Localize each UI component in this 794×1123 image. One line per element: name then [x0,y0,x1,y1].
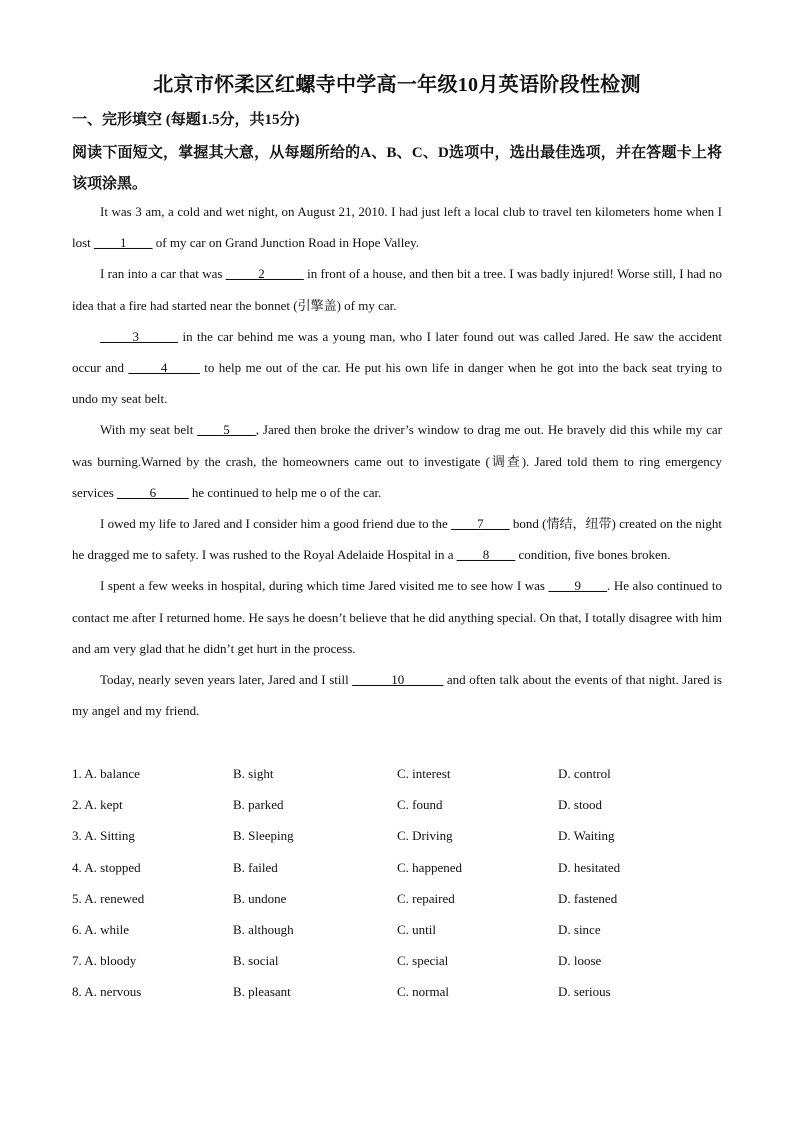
option-c: C. normal [397,984,449,1000]
option-b: B. failed [233,859,278,875]
option-c: C. happened [397,859,462,875]
passage-paragraph [72,414,722,508]
page-title: 北京市怀柔区红螺寺中学高一年级10月英语阶段性检测 [153,74,641,96]
answer-blank: _____6_____ [117,484,189,500]
option-b: B. undone [233,890,287,906]
answer-blank: ______10______ [352,672,444,688]
option-c: C. found [397,797,443,813]
passage-text: in the car behind me was a young man, who I later found out was called Jared. He saw the accident occur and [72,328,722,376]
answer-blank: _____2______ [225,266,304,282]
option-c: C. interest [397,766,451,781]
option-d: D. since [558,921,601,937]
option-a: 4. A. stopped [72,859,141,875]
passage-paragraph [72,664,722,726]
question-row [72,758,722,789]
question-row [72,883,722,914]
passage-text: bond (情结，纽带) created on the night he dragged me to safety. I was rushed to the Royal Adelaide Hospital in a [72,516,722,563]
option-d: D. control [558,766,611,781]
answer-blank: ____9____ [548,578,608,594]
option-b: B. parked [233,797,284,813]
passage-text: I ran into a car that was [100,266,226,282]
answer-blank: ____7____ [451,516,510,532]
option-a: 1. A. balance [72,766,140,781]
option-a: 8. A. nervous [72,984,142,1000]
answer-blank: ____5____ [197,422,256,438]
option-d: D. serious [558,984,611,1000]
passage-text: he continued to help me o of the car. [188,484,382,500]
section-heading: 一、完形填空 (每题1.5分，共15分) [72,112,300,128]
option-b: B. Sleeping [233,828,294,844]
option-a: 3. A. Sitting [72,828,135,844]
passage-text: , Jared then broke the driver’s window to drag me out. He bravely did this while my car was burning.Warned by the crash, the homeowners came out to investigate (调查). Jared told them to ring emergency services [72,422,722,500]
option-a: 2. A. kept [72,797,123,813]
passage-text: and often talk about the events of that night. Jared is my angel and my friend. [72,672,722,719]
option-a: 6. A. while [72,921,130,937]
answer-blank: _____3______ [100,328,178,344]
option-c: C. repaired [397,890,455,906]
question-row [72,914,722,945]
passage-paragraph [72,258,722,320]
option-c: C. Driving [397,828,453,844]
passage-text: to help me out of the car. He put his own life in danger when he got into the back seat trying to undo my seat belt. [72,360,722,407]
option-b: B. although [233,921,294,937]
option-d: D. stood [558,797,603,813]
option-d: D. fastened [558,890,618,906]
passage-text: I owed my life to Jared and I consider him a good friend due to the [100,516,452,532]
passage-text: Today, nearly seven years later, Jared and I still [100,672,353,688]
question-row [72,789,722,820]
passage-paragraph [72,321,722,415]
passage-paragraph [72,508,722,570]
question-row [72,945,722,976]
answer-blank: _____4_____ [128,360,200,376]
passage-text: in front of a house, and then bit a tree. I was badly injured! Worse still, I had no idea that a fire had started near the bonnet (引擎盖) of my car. [72,266,722,313]
option-b: B. sight [233,766,274,781]
passage-text: It was 3 am, a cold and wet night, on August 21, 2010. I had just left a local club to travel ten kilometers home when I lost [72,204,722,251]
answer-options [72,758,722,1008]
passage-text: . He also continued to contact me after I returned home. He says he doesn’t believe that he did anything special. On that, I totally disagree with him and am very glad that he didn’t get hurt in the process. [72,578,722,656]
option-a: 5. A. renewed [72,890,145,906]
passage-text: of my car on Grand Junction Road in Hope Valley. [152,235,419,251]
option-d: D. Waiting [558,828,615,844]
section-instructions: 阅读下面短文，掌握其大意，从每题所给的A、B、C、D选项中，选出最佳选项，并在答题卡上将该项涂黑。 [72,145,722,192]
question-row [72,852,722,883]
option-c: C. until [397,921,437,937]
option-c: C. special [397,953,449,969]
passage-text: condition, five bones broken. [515,547,671,563]
passage-text: I spent a few weeks in hospital, during which time Jared visited me to see how I was [100,578,549,594]
answer-blank: ____1____ [94,235,153,251]
option-d: D. hesitated [558,859,621,875]
question-row [72,976,722,1007]
cloze-passage [72,196,722,726]
option-a: 7. A. bloody [72,953,137,969]
option-d: D. loose [558,953,602,969]
option-b: B. pleasant [233,984,291,1000]
passage-paragraph [72,196,722,258]
passage-paragraph [72,570,722,664]
option-b: B. social [233,953,279,969]
question-row [72,820,722,851]
answer-blank: ____8____ [456,547,516,563]
passage-text: With my seat belt [100,422,198,438]
